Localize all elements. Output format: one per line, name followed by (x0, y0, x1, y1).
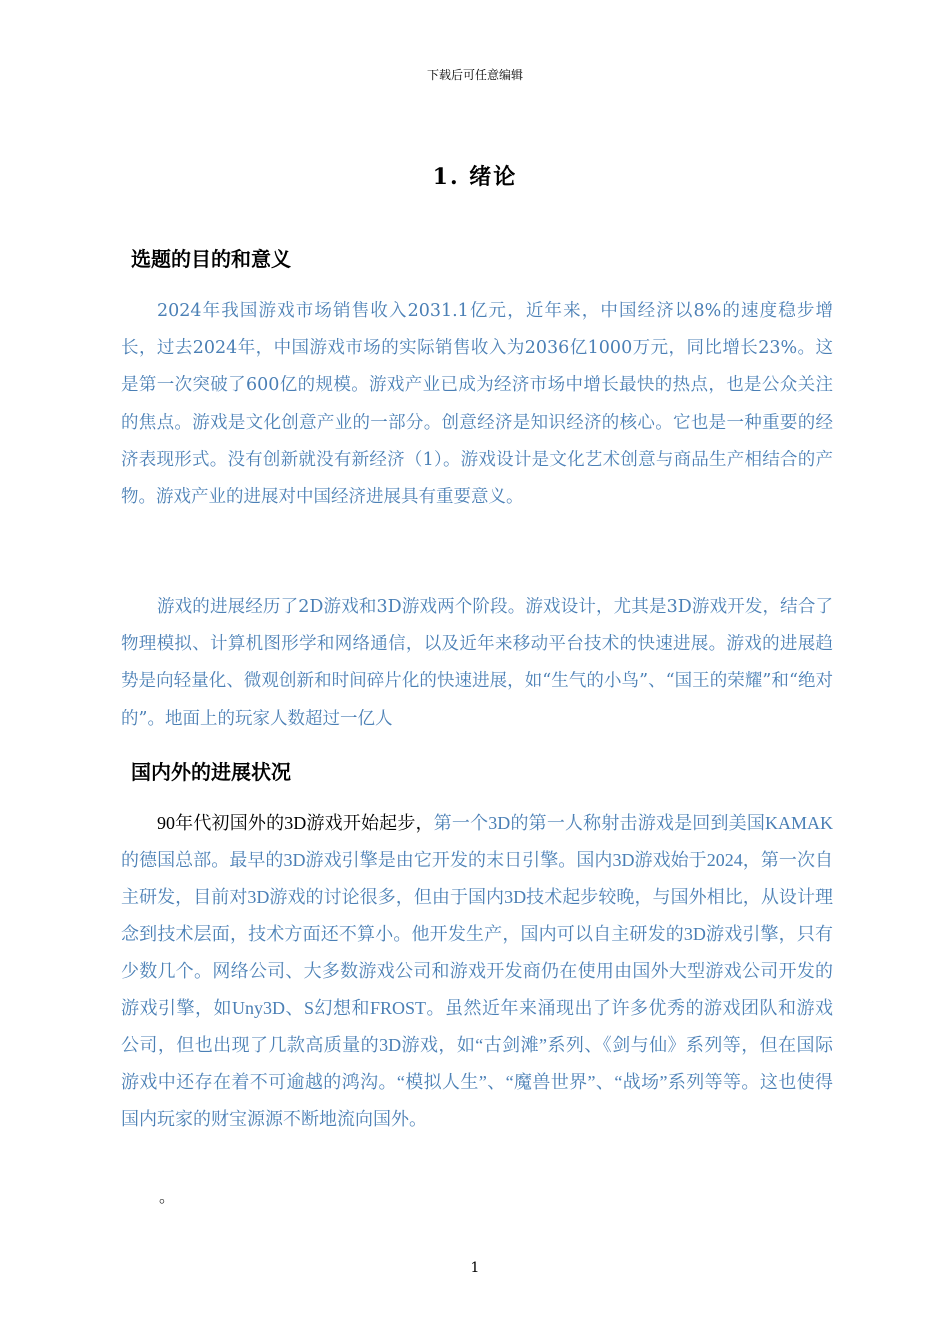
paragraph-status-rest: 第一个3D的第一人称射击游戏是回到美国KAMAK的德国总部。最早的3D游戏引擎是由它开发的末日引擎。国内3D游戏始于2024，第一次自主研发，目前对3D游戏的讨论很多，但由于国内3D技术起步较晚，与国外相比，从设计理念到技术层面，技术方面还不算小。他开发生产，国内可以自主研发的3D游戏引擎，只有少数几个。网络公司、大多数游戏公司和游戏开发商仍在使用由国外大型游戏公司开发的游戏引擎，如Uny3D、S幻想和FROST。虽然近年来涌现出了许多优秀的游戏团队和游戏公司，但也出现了几款高质量的3D游戏，如“古剑滩”系列、《剑与仙》系列等，但在国际游戏中还存在着不可逾越的鸿沟。“模拟人生”、“魔兽世界”、“战场”系列等等。这也使得国内玩家的财宝源源不断地流向国外。 (121, 813, 834, 1129)
paragraph-status-lead: 90年代初国外的3D游戏开始起步， (157, 813, 434, 833)
section-heading-purpose: 选题的目的和意义 (131, 247, 291, 271)
chapter-title: 1. 绪论 (432, 164, 518, 190)
paragraph-status (121, 805, 833, 1138)
paragraph-market: 2024年我国游戏市场销售收入2031.1亿元，近年来，中国经济以8%的速度稳步增长，过去2024年，中国游戏市场的实际销售收入为2036亿1000万元，同比增长23%。这是第一次突破了600亿的规模。游戏产业已成为经济市场中增长最快的热点，也是公众关注的焦点。游戏是文化创意产业的一部分。创意经济是知识经济的核心。它也是一种重要的经济表现形式。没有创新就没有新经济（1）。游戏设计是文化艺术创意与商品生产相结合的产物。游戏产业的进展对中国经济进展具有重要意义。 (121, 301, 833, 508)
section-heading-status: 国内外的进展状况 (131, 760, 291, 784)
page-header: 下载后可任意编辑 (426, 68, 523, 82)
trailing-mark: 。 (159, 1187, 176, 1206)
paragraph-development: 游戏的进展经历了2D游戏和3D游戏两个阶段。游戏设计，尤其是3D游戏开发，结合了物理模拟、计算机图形学和网络通信，以及近年来移动平台技术的快速进展。游戏的进展趋势是向轻量化、微观创新和时间碎片化的快速进展，如“生气的小鸟”、“国王的荣耀”和“绝对的”。地面上的玩家人数超过一亿人 (121, 597, 833, 729)
page-number: 1 (470, 1260, 480, 1276)
